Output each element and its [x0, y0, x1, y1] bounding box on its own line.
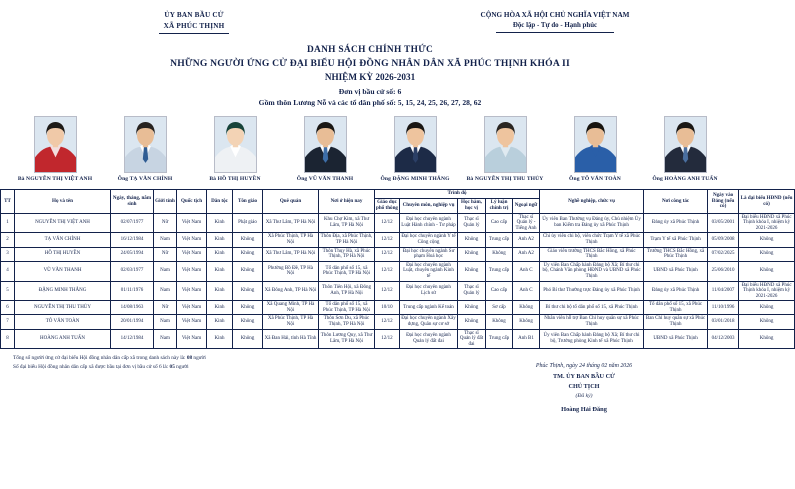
- cell-dob: 16/12/1984: [111, 233, 154, 247]
- cell-occupation: Ủy viên Ban Chấp hành Đảng bộ Xã; Bí thư chi bộ, Trưởng phòng Kinh tế xã Phúc Thịnh: [540, 329, 644, 349]
- signature-block: [469, 362, 699, 414]
- seats-unit: người: [174, 363, 189, 370]
- cell-academic-degree: Thạc sĩ Quản lý: [458, 281, 486, 301]
- cell-foreign-language: Anh A2: [513, 233, 540, 247]
- issuing-authority: [0, 10, 370, 34]
- cell-political-theory: Sơ cấp: [486, 301, 513, 315]
- candidate-photo-caption: Bà HỒ THỊ HUYỀN: [209, 176, 261, 183]
- national-heading: [370, 10, 740, 34]
- cell-name: TẠ VĂN CHÍNH: [15, 233, 111, 247]
- cell-stt: 8: [1, 329, 15, 349]
- cell-sex: Nam: [154, 315, 177, 329]
- cell-foreign-language: Không: [513, 315, 540, 329]
- title-line-3: NHIỆM KỲ 2026-2031: [324, 72, 416, 83]
- cell-foreign-language: Thạc sĩ Quản lý - Tiếng Anh: [513, 213, 540, 233]
- cell-professional: Đại học chuyên ngành Luật, chuyên ngành Kinh tế: [400, 261, 458, 281]
- cell-religion: Không: [233, 261, 263, 281]
- candidate-portrait: [484, 116, 527, 173]
- cell-academic-degree: Không: [458, 315, 486, 329]
- table-row: [1, 329, 795, 349]
- col-party-join-date: Ngày vào Đảng (nếu có): [708, 190, 739, 213]
- cell-general-education: 12/12: [375, 329, 400, 349]
- col-hometown: Quê quán: [263, 190, 319, 213]
- candidate-photo-caption: Ông VŨ VĂN THANH: [296, 176, 354, 183]
- cell-occupation: Ủy viên Ban Thường vụ Đảng ủy, Chủ nhiệm Ủy ban Kiểm tra Đảng ủy xã Phúc Thịnh: [540, 213, 644, 233]
- cell-political-theory: Trung cấp: [486, 233, 513, 247]
- cell-dob: 14/12/1984: [111, 329, 154, 349]
- cell-nationality: Việt Nam: [177, 281, 207, 301]
- candidate-photo-caption: Bà NGUYỄN THỊ VIỆT ANH: [17, 176, 93, 183]
- cell-residence: Khu Chợ Kim, xã Thư Lâm, TP Hà Nội: [319, 213, 375, 233]
- cell-hometown: Phường Bồ Đề, TP Hà Nội: [263, 261, 319, 281]
- cell-professional: Đại học chuyên ngành Y tế Công cộng: [400, 233, 458, 247]
- table-row: [1, 281, 795, 301]
- cell-residence: Tổ dân phố số 15, xã Phúc Thịnh, TP Hà Nội: [319, 301, 375, 315]
- cell-name: HOÀNG ANH TUẤN: [15, 329, 111, 349]
- signature-organization: TM. ỦY BAN BẦU CỬ: [553, 372, 615, 380]
- col-general-education: Giáo dục phổ thông: [375, 199, 400, 213]
- candidate-photo-cell: [282, 116, 368, 182]
- document-header: [0, 0, 740, 34]
- table-row: [1, 261, 795, 281]
- total-candidates-label: Tổng số người ứng cử đại biểu Hội đồng nhân dân cấp xã trong danh sách này là:: [13, 355, 187, 362]
- cell-academic-degree: Không: [458, 247, 486, 261]
- candidate-photo-caption: Ông TẠ VĂN CHÍNH: [117, 176, 173, 183]
- cell-party-join-date: 03/05/2001: [708, 213, 739, 233]
- cell-nationality: Việt Nam: [177, 261, 207, 281]
- cell-residence: Tổ dân phố số 15, xã Phúc Thịnh, TP Hà Nội: [319, 261, 375, 281]
- cell-name: ĐẶNG MINH THẮNG: [15, 281, 111, 301]
- cell-stt: 6: [1, 301, 15, 315]
- title-line-1: DANH SÁCH CHÍNH THỨC: [306, 44, 434, 55]
- cell-hometown: Xã Phúc Thịnh, TP Hà Nội: [263, 233, 319, 247]
- cell-hometown: Xã Đan Hải, tỉnh Hà Tĩnh: [263, 329, 319, 349]
- electoral-unit: Đơn vị bầu cử số: 6: [338, 87, 402, 97]
- cell-workplace: UBND xã Phúc Thịnh: [644, 329, 708, 349]
- cell-name: TÔ VĂN TOÀN: [15, 315, 111, 329]
- cell-stt: 7: [1, 315, 15, 329]
- cell-residence: Thôn Tiên Hội, xã Đông Anh, TP Hà Nội: [319, 281, 375, 301]
- cell-professional: Đại học chuyên ngành Quản lý đất đai: [400, 329, 458, 349]
- cell-foreign-language: Anh C: [513, 281, 540, 301]
- cell-party-join-date: 07/02/2025: [708, 247, 739, 261]
- cell-academic-degree: Không: [458, 233, 486, 247]
- candidate-table: [0, 189, 795, 349]
- candidate-photo-strip: [0, 108, 740, 182]
- cell-name: HỒ THỊ HUYỀN: [15, 247, 111, 261]
- candidate-portrait: [34, 116, 77, 173]
- cell-dob: 14/08/1963: [111, 301, 154, 315]
- cell-residence: Thôn Sơn Du, xã Phúc Thịnh, TP Hà Nội: [319, 315, 375, 329]
- cell-nationality: Việt Nam: [177, 213, 207, 233]
- cell-political-theory: Trung cấp: [486, 329, 513, 349]
- cell-professional: Đại học chuyên ngành Lịch sử: [400, 281, 458, 301]
- cell-sex: Nam: [154, 233, 177, 247]
- national-heading-line-1: CỘNG HÒA XÃ HỘI CHỦ NGHĨA VIỆT NAM: [480, 11, 630, 19]
- cell-general-education: 12/12: [375, 233, 400, 247]
- cell-professional: Đại học chuyên ngành Luật Hành chính - Tư pháp: [400, 213, 458, 233]
- cell-nationality: Việt Nam: [177, 233, 207, 247]
- cell-academic-degree: Không: [458, 301, 486, 315]
- cell-dob: 24/05/1994: [111, 247, 154, 261]
- table-row: [1, 233, 795, 247]
- cell-ethnicity: Kinh: [207, 247, 233, 261]
- col-name: Họ và tên: [15, 190, 111, 213]
- col-workplace: Nơi công tác: [644, 190, 708, 213]
- cell-workplace: Đảng ủy xã Phúc Thịnh: [644, 213, 708, 233]
- candidate-portrait: [664, 116, 707, 173]
- candidate-photo-cell: [372, 116, 458, 182]
- cell-political-theory: Cao cấp: [486, 281, 513, 301]
- candidate-photo-caption: Ông ĐẶNG MINH THẮNG: [380, 176, 450, 183]
- cell-nationality: Việt Nam: [177, 301, 207, 315]
- cell-occupation: Chi ủy viên chi bộ, viên chức Trạm Y tế xã Phúc Thịnh: [540, 233, 644, 247]
- col-dob: Ngày, tháng, năm sinh: [111, 190, 154, 213]
- cell-name: NGUYỄN THỊ VIỆT ANH: [15, 213, 111, 233]
- col-sex: Giới tính: [154, 190, 177, 213]
- cell-hometown: Xã Thư Lâm, TP Hà Nội: [263, 213, 319, 233]
- cell-professional: Trung cấp ngành Kế toán: [400, 301, 458, 315]
- candidate-portrait: [124, 116, 167, 173]
- candidate-photo-cell: [642, 116, 728, 182]
- col-professional: Chuyên môn, nghiệp vụ: [400, 199, 458, 213]
- cell-political-theory: Cao cấp: [486, 213, 513, 233]
- cell-party-join-date: 04/12/2003: [708, 329, 739, 349]
- table-body: [1, 213, 795, 349]
- table-row: [1, 301, 795, 315]
- cell-workplace: Trạm Y tế xã Phúc Thịnh: [644, 233, 708, 247]
- cell-party-join-date: 11/04/2007: [708, 281, 739, 301]
- seats-count: 05: [169, 363, 175, 370]
- cell-foreign-language: Anh C: [513, 261, 540, 281]
- cell-residence: Thôn Thụy Hà, xã Phúc Thịnh, TP Hà Nội: [319, 247, 375, 261]
- cell-stt: 5: [1, 281, 15, 301]
- col-religion: Tôn giáo: [233, 190, 263, 213]
- cell-general-education: 12/12: [375, 261, 400, 281]
- cell-religion: Không: [233, 329, 263, 349]
- candidate-portrait: [304, 116, 347, 173]
- signature-role: CHỦ TỊCH: [568, 382, 600, 390]
- cell-religion: Phật giáo: [233, 213, 263, 233]
- authority-underline: [159, 33, 229, 34]
- cell-dob: 01/11/1976: [111, 281, 154, 301]
- cell-incumbent-delegate: Không: [739, 315, 795, 329]
- cell-ethnicity: Kinh: [207, 315, 233, 329]
- cell-sex: Nam: [154, 281, 177, 301]
- cell-foreign-language: Không: [513, 301, 540, 315]
- cell-party-join-date: 11/10/1996: [708, 301, 739, 315]
- cell-academic-degree: Thạc sĩ Quản lý: [458, 213, 486, 233]
- title-line-2: NHỮNG NGƯỜI ỨNG CỬ ĐẠI BIỂU HỘI ĐỒNG NHÂN DÂN XÃ PHÚC THỊNH KHÓA II: [170, 58, 570, 70]
- col-ethnicity: Dân tộc: [207, 190, 233, 213]
- cell-hometown: Xã Phúc Thịnh, TP Hà Nội: [263, 315, 319, 329]
- cell-religion: Không: [233, 301, 263, 315]
- cell-academic-degree: Không: [458, 261, 486, 281]
- total-candidates-count: 08: [186, 355, 193, 362]
- authority-line-2: XÃ PHÚC THỊNH: [163, 21, 225, 30]
- cell-hometown: Xã Quang Minh, TP Hà Nội: [263, 301, 319, 315]
- candidate-photo-caption: Ông HOÀNG ANH TUẤN: [652, 176, 718, 183]
- signature-name: Hoàng Hải Đăng: [561, 405, 607, 413]
- cell-foreign-language: Anh A2: [513, 247, 540, 261]
- cell-academic-degree: Thạc sĩ Quản lý đất đai: [458, 329, 486, 349]
- cell-religion: Không: [233, 233, 263, 247]
- total-candidates-unit: người: [192, 355, 206, 362]
- cell-stt: 2: [1, 233, 15, 247]
- col-stt: TT: [1, 190, 15, 213]
- cell-occupation: Ủy viên Ban Chấp hành Đảng bộ Xã; Bí thư chi bộ, Chánh Văn phòng HĐND và UBND xã Phúc Thịnh: [540, 261, 644, 281]
- table-row: [1, 247, 795, 261]
- candidate-photo-cell: [102, 116, 188, 182]
- cell-stt: 1: [1, 213, 15, 233]
- col-occupation: Nghề nghiệp, chức vụ: [540, 190, 644, 213]
- national-heading-line-2: Độc lập - Tự do - Hạnh phúc: [512, 21, 598, 29]
- col-foreign-language: Ngoại ngữ: [513, 199, 540, 213]
- cell-sex: Nam: [154, 329, 177, 349]
- seats-label: Số đại biểu Hội đồng nhân dân cấp xã được bầu tại đơn vị bầu cử số 6 là:: [13, 363, 170, 370]
- cell-nationality: Việt Nam: [177, 329, 207, 349]
- candidate-portrait: [574, 116, 617, 173]
- cell-stt: 3: [1, 247, 15, 261]
- cell-incumbent-delegate: Không: [739, 261, 795, 281]
- cell-religion: Không: [233, 281, 263, 301]
- col-incumbent-delegate: Là đại biểu HĐND (nếu có): [739, 190, 795, 213]
- col-academic-degree: Học hàm, học vị: [458, 199, 486, 213]
- candidate-photo-cell: [12, 116, 98, 182]
- cell-occupation: Phó Bí thư Thường trực Đảng ủy xã Phúc Thịnh: [540, 281, 644, 301]
- cell-occupation: Bí thư chi bộ tổ dân phố số 15, xã Phúc Thịnh: [540, 301, 644, 315]
- cell-political-theory: Không: [486, 247, 513, 261]
- cell-dob: 02/03/1977: [111, 261, 154, 281]
- candidate-photo-cell: [192, 116, 278, 182]
- cell-residence: Thôn Lương Quy, xã Thư Lâm, TP Hà Nội: [319, 329, 375, 349]
- cell-workplace: Tổ dân phố số 15, xã Phúc Thịnh: [644, 301, 708, 315]
- cell-residence: Thôn Địa, xã Phúc Thịnh, TP Hà Nội: [319, 233, 375, 247]
- cell-name: VŨ VĂN THANH: [15, 261, 111, 281]
- candidate-portrait: [394, 116, 437, 173]
- col-group-education-level: Trình độ: [375, 190, 540, 199]
- candidate-photo-cell: [462, 116, 548, 182]
- table-head: [1, 190, 795, 213]
- cell-workplace: Trường THCS Bắc Hồng, xã Phúc Thịnh: [644, 247, 708, 261]
- cell-incumbent-delegate: Đại biểu HĐND xã Phúc Thịnh khóa I, nhiệm kỳ 2021-2026: [739, 213, 795, 233]
- cell-hometown: Xã Thư Lâm, TP Hà Nội: [263, 247, 319, 261]
- candidate-photo-caption: Bà NGUYỄN THỊ THU THỦY: [466, 176, 544, 183]
- cell-incumbent-delegate: Không: [739, 329, 795, 349]
- cell-nationality: Việt Nam: [177, 315, 207, 329]
- cell-nationality: Việt Nam: [177, 247, 207, 261]
- cell-hometown: Xã Đông Anh, TP Hà Nội: [263, 281, 319, 301]
- cell-party-join-date: 03/01/2018: [708, 315, 739, 329]
- candidate-photo-cell: [552, 116, 638, 182]
- cell-occupation: Nhân viên hỗ trợ Ban Chỉ huy quân sự xã Phúc Thịnh: [540, 315, 644, 329]
- cell-workplace: Ban Chỉ huy quân sự xã Phúc Thịnh: [644, 315, 708, 329]
- cell-general-education: 12/12: [375, 315, 400, 329]
- cell-political-theory: Trung cấp: [486, 261, 513, 281]
- cell-incumbent-delegate: Không: [739, 233, 795, 247]
- signature-seal-note: (Đã ký): [575, 392, 593, 399]
- cell-dob: 20/01/1994: [111, 315, 154, 329]
- cell-general-education: 12/12: [375, 213, 400, 233]
- candidate-portrait: [214, 116, 257, 173]
- authority-line-1: ỦY BAN BẦU CỬ: [164, 11, 224, 19]
- cell-sex: Nam: [154, 261, 177, 281]
- cell-incumbent-delegate: Đại biểu HĐND xã Phúc Thịnh khóa I, nhiệm kỳ 2021-2026: [739, 281, 795, 301]
- cell-incumbent-delegate: Không: [739, 247, 795, 261]
- document-footer: [13, 354, 727, 413]
- cell-ethnicity: Kinh: [207, 233, 233, 247]
- col-nationality: Quốc tịch: [177, 190, 207, 213]
- cell-sex: Nữ: [154, 247, 177, 261]
- table-row: [1, 213, 795, 233]
- cell-occupation: Giáo viên trường THCS Bắc Hồng, xã Phúc Thịnh: [540, 247, 644, 261]
- cell-sex: Nữ: [154, 301, 177, 315]
- cell-workplace: Đảng ủy xã Phúc Thịnh: [644, 281, 708, 301]
- cell-party-join-date: 05/09/2008: [708, 233, 739, 247]
- electoral-unit-scope: Gồm thôn Lương Nỗ và các tổ dân phố số: 5, 15, 24, 25, 26, 27, 28, 62: [258, 98, 482, 108]
- signature-date: Phúc Thịnh, ngày 24 tháng 02 năm 2026: [535, 363, 633, 370]
- candidate-photo-caption: Ông TÔ VĂN TOÀN: [569, 176, 621, 183]
- table-row: [1, 315, 795, 329]
- cell-ethnicity: Kinh: [207, 329, 233, 349]
- cell-general-education: 10/10: [375, 301, 400, 315]
- cell-workplace: UBND xã Phúc Thịnh: [644, 261, 708, 281]
- cell-ethnicity: Kinh: [207, 281, 233, 301]
- table-header-row-1: [1, 190, 795, 199]
- cell-ethnicity: Kinh: [207, 213, 233, 233]
- cell-ethnicity: Kinh: [207, 261, 233, 281]
- cell-dob: 02/07/1977: [111, 213, 154, 233]
- page-title: [0, 44, 740, 109]
- cell-general-education: 12/12: [375, 281, 400, 301]
- total-candidates-note: [13, 354, 727, 362]
- col-political-theory: Lý luận chính trị: [486, 199, 513, 213]
- cell-religion: Không: [233, 315, 263, 329]
- cell-stt: 4: [1, 261, 15, 281]
- cell-sex: Nữ: [154, 213, 177, 233]
- cell-name: NGUYỄN THỊ THU THỦY: [15, 301, 111, 315]
- col-residence: Nơi ở hiện nay: [319, 190, 375, 213]
- cell-incumbent-delegate: Không: [739, 301, 795, 315]
- cell-religion: Không: [233, 247, 263, 261]
- cell-professional: Đại học chuyên ngành Sư phạm Hoá học: [400, 247, 458, 261]
- national-heading-underline: [496, 32, 614, 33]
- cell-foreign-language: Anh B1: [513, 329, 540, 349]
- cell-general-education: 12/12: [375, 247, 400, 261]
- cell-professional: Đại học chuyên ngành Xây dựng, Quân sự cơ sở: [400, 315, 458, 329]
- cell-political-theory: Không: [486, 315, 513, 329]
- cell-party-join-date: 25/06/2010: [708, 261, 739, 281]
- cell-ethnicity: Kinh: [207, 301, 233, 315]
